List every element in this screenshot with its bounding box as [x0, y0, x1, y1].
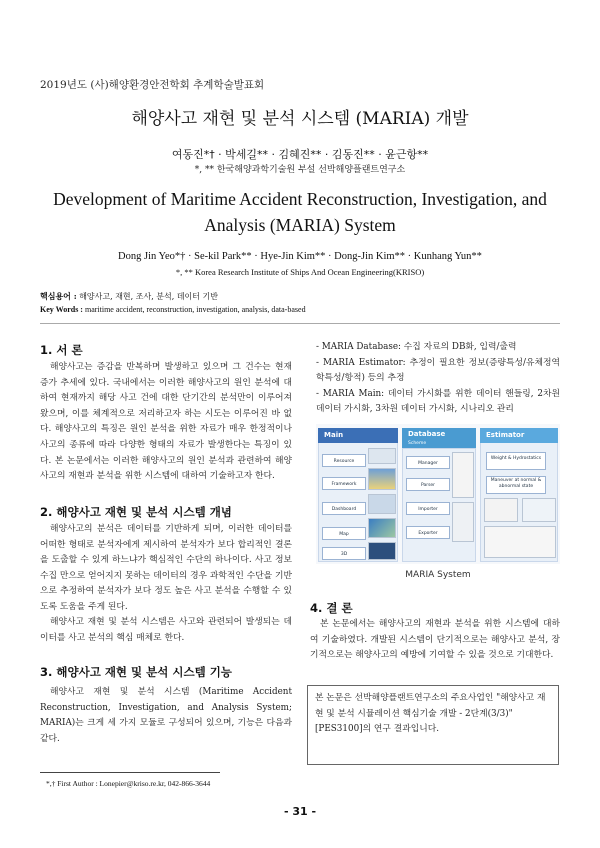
database-exporter-box: Exporter — [406, 526, 450, 539]
maria-system-diagram — [316, 424, 560, 564]
authors-korean: 여동진*† · 박세길** · 김혜진** · 김동진** · 윤근항** — [171, 148, 429, 161]
figure-caption: MARIA System — [405, 570, 471, 580]
database-screenshot-2 — [452, 502, 474, 542]
estimator-weight-box: Weight & Hydrostatics — [486, 452, 546, 470]
affiliation-korean: *, ** 한국해양과학기술원 부설 선박해양플랜트연구소 — [194, 165, 406, 175]
section1-heading: 1. 서 론 — [40, 343, 83, 357]
acknowledgement-box: 본 논문은 선박해양플랜트연구소의 주요사업인 "해양사고 재현 및 분석 시뮬레이션 핵심기술 개발 - 2단계(3/3)" [PES3100]의 연구 결과입니다. — [307, 685, 559, 765]
main-screenshot-1 — [368, 448, 396, 464]
module-estimator: - MARIA Estimator: 추정이 필요한 정보(증량특성/유체정역학특성/항적) 등의 추정 — [316, 357, 560, 384]
main-framework-box: Framework — [322, 477, 366, 490]
estimator-maneuver-box: Maneuver at normal & abnormal state — [486, 476, 546, 494]
database-column-title — [402, 428, 476, 448]
database-parser-box: Parser — [406, 478, 450, 491]
section1-paragraph: 해양사고는 증감을 반복하며 발생하고 있으며 그 건수는 현재 증가 추세에 있다. 국내에서는 이러한 해양사고의 원인 분석에 대하여 현재까지 해당 사고 건에 대한 단기간의 분석만이 이루어져 왔으며, 이를 체계적으로 저리하고자 하는 시도는 이루어진 바 없다. 해양사고의 특징은 원인 분석을 위한 자료가 매우 한정적이나 사고의 종류에 따라 다양한 형태의 자료가 발생한다는 특징이 있다. 본 논문에서는 이러한 해양사고의 원인 분석과 관련하여 해양사고의 재현과 분석을 위한 시스템에 대하여 기술하고자 한다. — [40, 362, 292, 482]
estimator-screenshot-2 — [522, 498, 556, 522]
main-column-title: Main — [318, 428, 398, 443]
keywords-english — [40, 305, 306, 314]
main-screenshot-5 — [368, 542, 396, 560]
keywords-korean-text: 해양사고, 재현, 조사, 분석, 데이터 기반 — [79, 292, 219, 301]
module-main: - MARIA Main: 데이터 가시화를 위한 데이터 핸들링, 2차원 데이터 가시화, 3차원 데이터 가시화, 시나리오 관리 — [316, 388, 560, 415]
main-screenshot-4 — [368, 518, 396, 538]
main-screenshot-2 — [368, 468, 396, 490]
module-list — [310, 340, 560, 418]
keywords-english-label: Key Words : — [40, 305, 83, 314]
keywords-korean-label: 핵심용어 : — [40, 291, 77, 301]
module-database: - MARIA Database: 수집 자료의 DB화, 입력/출력 — [316, 342, 517, 352]
section2-paragraph-1: 해양사고의 분석은 데이터를 기반하게 되며, 이러한 데이터를 어떠한 형태로 분석자에게 제시하여 분석자가 보다 합리적인 결론을 도출할 수 있게 하느냐가 핵심적인 수단의 하나이다. 사고 정보 수집 만으로 얻어지지 못하는 데이터의 경우 과학적인 수단을 기반으로 추정하여 분석자가 보다 정도 높은 사고 분석을 수행할 수 있도록 도움을 주게 된다. — [40, 524, 292, 612]
authors-english: Dong Jin Yeo*† · Se-kil Park** · Hye-Jin Kim** · Dong-Jin Kim** · Kunhang Yun** — [118, 251, 482, 262]
main-resource-box: Resource — [322, 454, 366, 467]
main-dashboard-box: Dashboard — [322, 502, 366, 515]
affiliation-english: *, ** Korea Research Institute of Ships And Ocean Engineering(KRISO) — [175, 267, 425, 277]
database-importer-box: Importer — [406, 502, 450, 515]
main-3d-box: 3D — [322, 547, 366, 560]
section3-heading: 3. 해양사고 재현 및 분석 시스템 기능 — [40, 665, 232, 679]
database-subtitle-text: Scheme — [408, 441, 427, 446]
footnote: *,† First Author : Lonepier@kriso.re.kr, 042-866-3644 — [46, 779, 211, 788]
estimator-screenshot-1 — [484, 498, 518, 522]
main-screenshot-3 — [368, 494, 396, 514]
database-manager-box: Manager — [406, 456, 450, 469]
title-korean: 해양사고 재현 및 분석 시스템 (MARIA) 개발 — [131, 109, 469, 129]
database-screenshot-1 — [452, 452, 474, 498]
keywords-english-text: maritime accident, reconstruction, investigation, analysis, data-based — [84, 305, 306, 314]
title-english: Development of Maritime Accident Reconstruction, Investigation, and Analysis (MARIA) System — [53, 189, 547, 235]
section2-heading: 2. 해양사고 재현 및 분석 시스템 개념 — [40, 505, 232, 519]
proceedings-header: 2019년도 (사)해양환경안전학회 추계학술발표회 — [40, 79, 265, 91]
section4-heading: 4. 결 론 — [310, 601, 353, 615]
section3-paragraph: 해양사고 재현 및 분석 시스템 (Maritime Accident Reconstruction, Investigation, and Analysis System; MARIA)는 크게 세 가지 모듈로 구성되어 있으며, 기능은 다음과 같다. — [40, 687, 292, 744]
page-number: - 31 - — [283, 805, 317, 818]
estimator-screenshot-3 — [484, 526, 556, 558]
footnote-divider — [40, 772, 220, 773]
section4-paragraph: 본 논문에서는 해양사고의 재현과 분석을 위한 시스템에 대하여 기술하였다. 개발된 시스템이 단기적으로는 해양사고 분석, 장기적으로는 해양사고의 예방에 기여할 수 있을 것으로 기대한다. — [310, 619, 560, 661]
database-title-text: Database — [408, 430, 446, 438]
section2-paragraph-2: 해양사고 재현 및 분석 시스템은 사고와 관련되어 발생되는 데이터를 사고 분석의 핵심 매체로 한다. — [40, 617, 292, 643]
main-map-box: Map — [322, 527, 366, 540]
estimator-column-title: Estimator — [480, 428, 558, 443]
keywords-divider — [40, 323, 560, 324]
keywords-korean — [40, 291, 218, 302]
